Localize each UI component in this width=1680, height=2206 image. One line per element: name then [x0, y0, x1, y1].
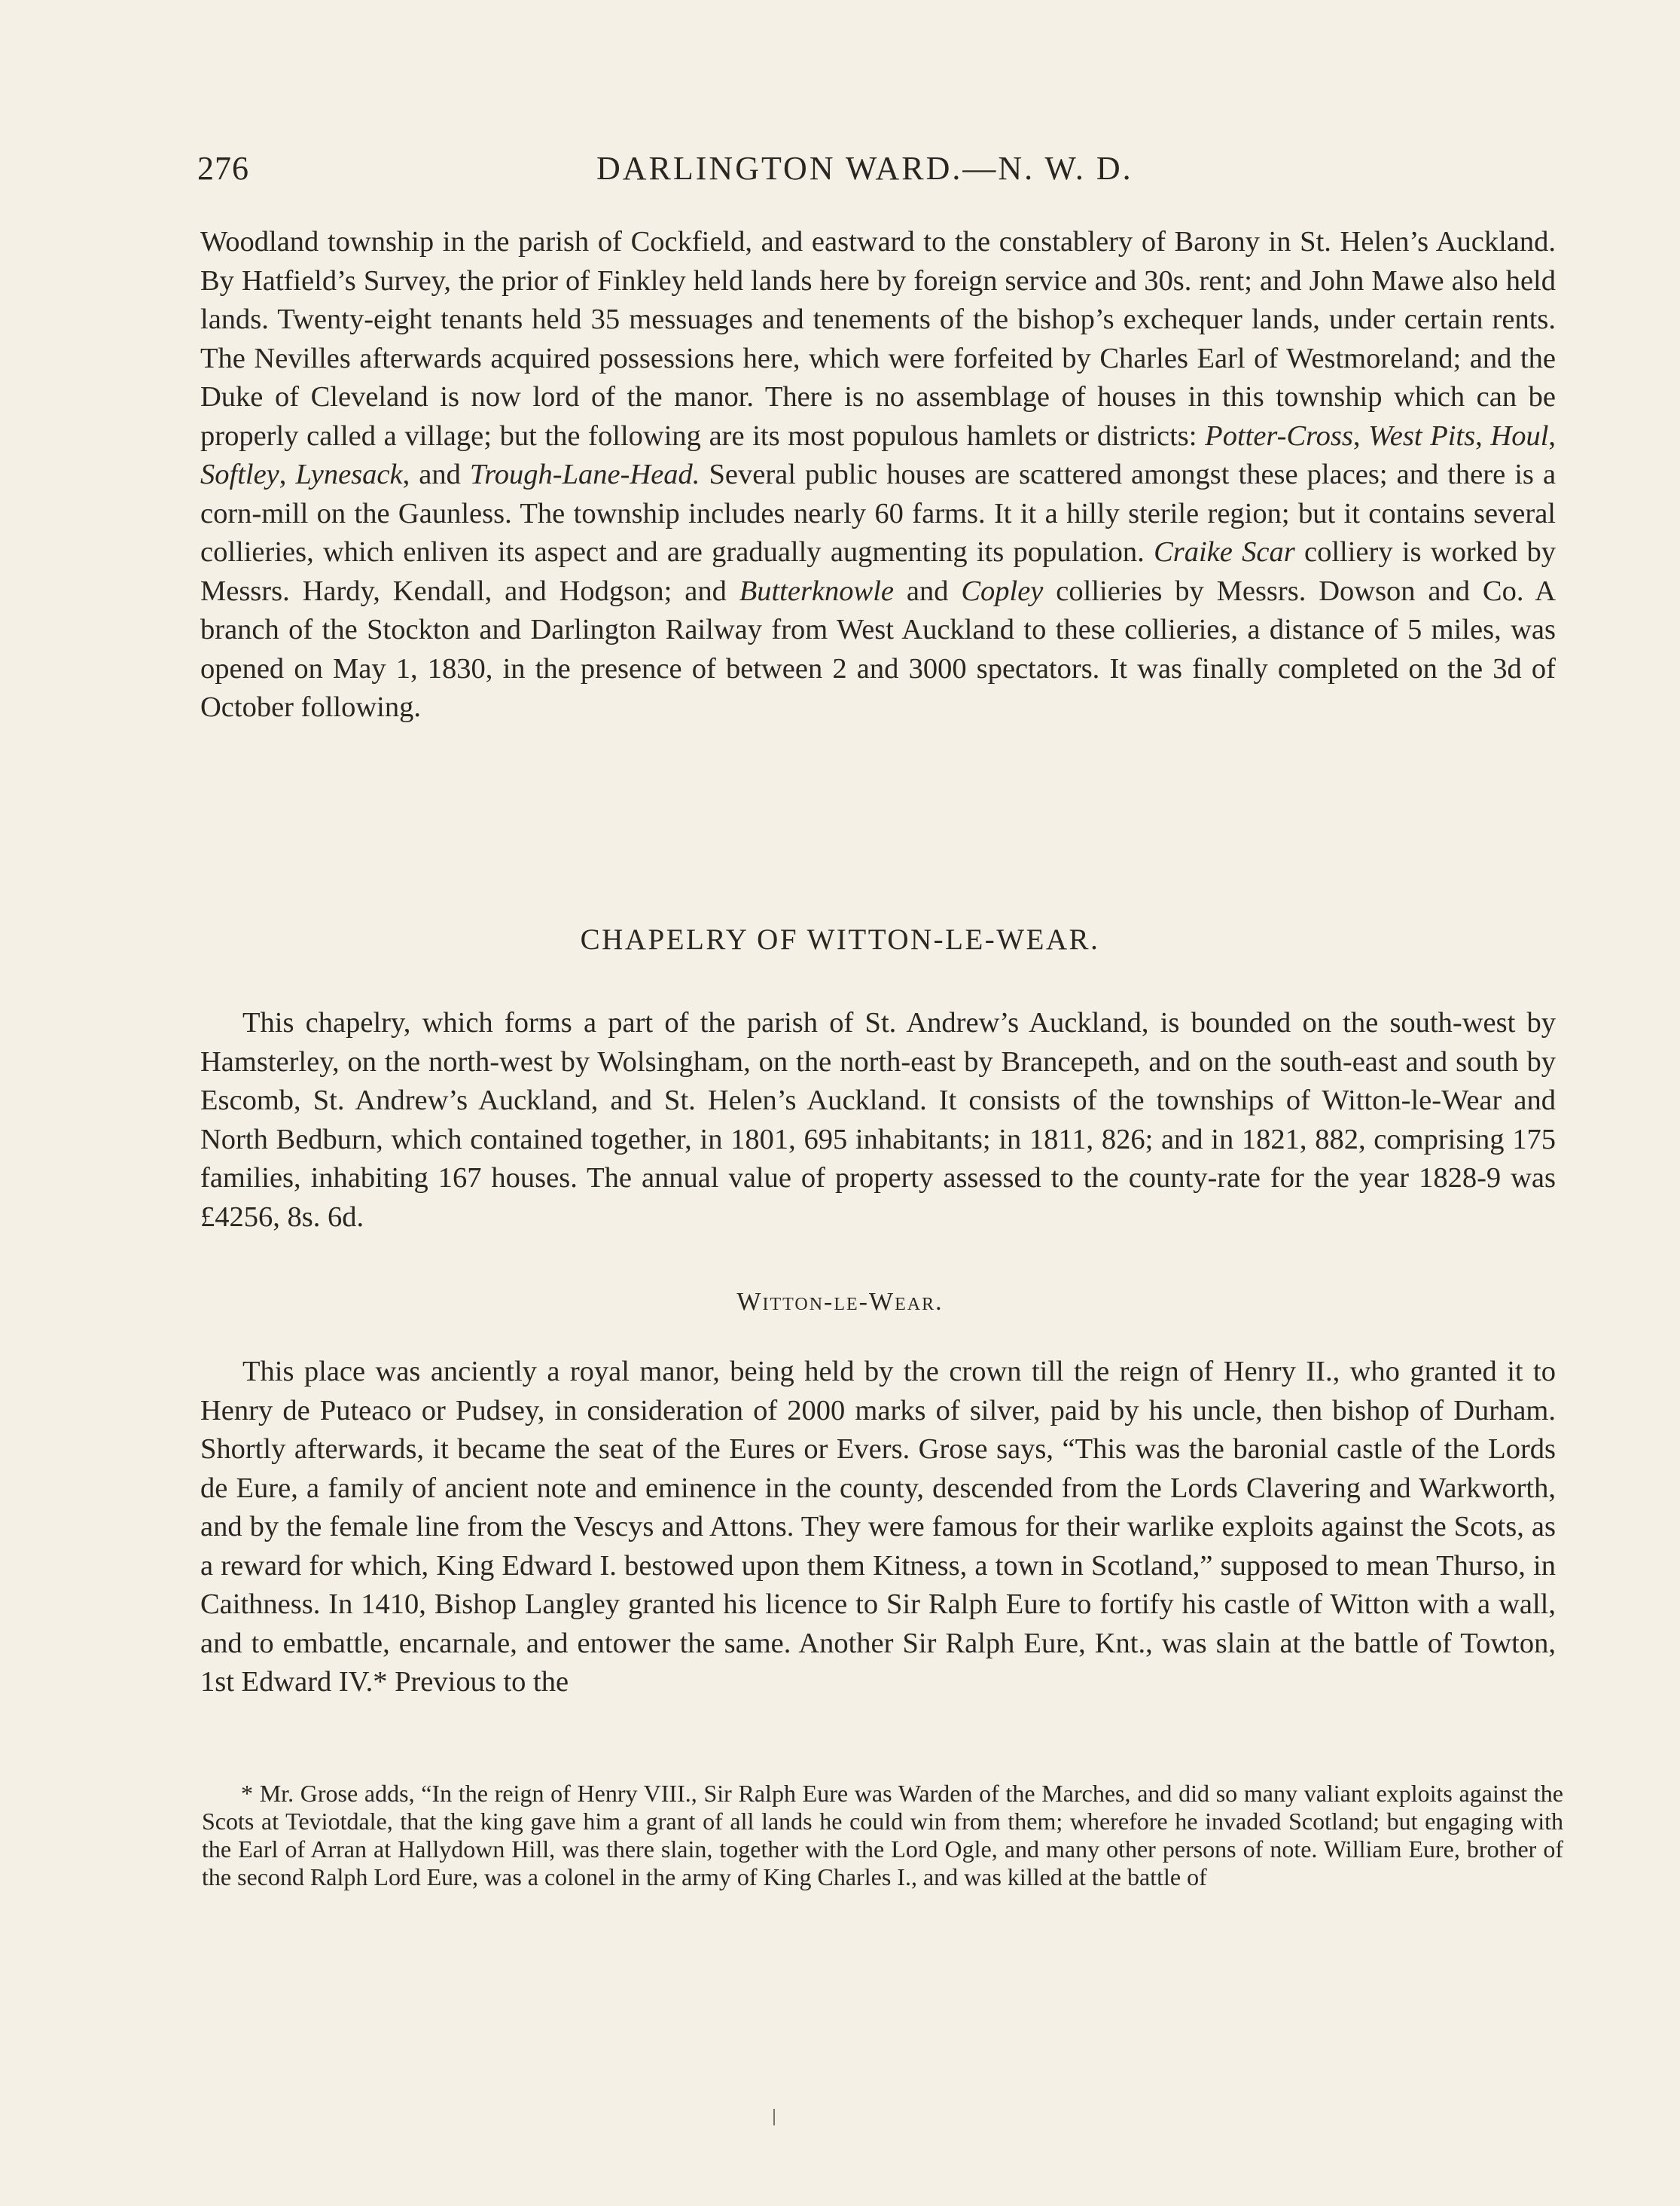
- running-title: DARLINGTON WARD.—N. W. D.: [596, 150, 1133, 187]
- page-number: 276: [197, 150, 249, 187]
- witton-paragraph: [200, 1353, 1556, 1702]
- intro-paragraph: Woodland township in the parish of Cockfield, and eastward to the constablery of Barony in St. Helen’s Auckland. By Hatfield’s Survey, the prior of Finkley held lands here by foreign service and 30s. rent; and John Mawe also held lands. Twenty-eight tenants held 35 messuages and tenements of the bishop’s exchequer lands, under certain rents. The Nevilles afterwards acquired possessions here, which were forfeited by Charles Earl of Westmoreland; and the Duke of Cleveland is now lord of the manor. There is no assemblage of houses in this township which can be properly called a village; but the following are its most populous hamlets or districts: Potter-Cross, West Pits, Houl, Softley, Lynesack, and Trough-Lane-Head. Several public houses are scattered amongst these places; and there is a corn-mill on the Gaunless. The township includes nearly 60 farms. It it a hilly sterile region; but it contains several collieries, which enliven its aspect and are gradually augmenting its population. Craike Scar colliery is worked by Messrs. Hardy, Kendall, and Hodgson; and Butterknowle and Copley collieries by Messrs. Dowson and Co. A branch of the Stockton and Darlington Railway from West Auckland to these collieries, a distance of 5 miles, was opened on May 1, 1830, in the presence of between 2 and 3000 spectators. It was finally completed on the 3d of October following.: [200, 226, 1557, 723]
- place-name: Trough-Lane-Head.: [469, 459, 700, 490]
- chapelry-text: This chapelry, which forms a part of the parish of St. Andrew’s Auckland, is bounded on the south-west by Hamsterley, on the north-west by Wolsingham, on the north-east by Brancepeth, and on the south-east and south by Escomb, St. Andrew’s Auckland, and St. Helen’s Auckland. It consists of the townships of Witton-le-Wear and North Bedburn, which contained together, in 1801, 695 inhabitants; in 1811, 826; and in 1821, 882, comprising 175 families, inhabiting 167 houses. The annual value of property assessed to the county-rate for the year 1828-9 was £4256, 8s. 6d.: [200, 1007, 1556, 1233]
- intro-text-1: Woodland township in the parish of Cockfield, and eastward to the constablery of Barony in St. Helen’s Auckland. By Hatfield’s Survey, the prior of Finkley held lands here by foreign service and 30s. rent; and John Mawe also held lands. Twenty-eight tenants held 35 messuages and tenements of the bishop’s exchequer lands, under certain rents. The Nevilles afterwards acquired possessions here, which were forfeited by Charles Earl of Westmoreland; and the Duke of Cleveland is now lord of the manor. There is no assemblage of houses in this township which can be properly called a village; but the following are its most populous hamlets or districts:: [200, 226, 1556, 452]
- witton-heading: Witton-le-Wear.: [736, 1288, 944, 1316]
- colliery-name: Butterknowle: [739, 575, 894, 607]
- place-name: Lynesack: [295, 459, 403, 490]
- footnote: [202, 1780, 1563, 1891]
- page-mark: [773, 2109, 775, 2125]
- witton-text: This place was anciently a royal manor, being held by the crown till the reign of Henry II., who granted it to Henry de Puteaco or Pudsey, in consideration of 2000 marks of silver, paid by his uncle, then bishop of Durham. Shortly afterwards, it became the seat of the Eures or Evers. Grose says, “This was the baronial castle of the Lords de Eure, a family of ancient note and eminence in the county, descended from the Lords Clavering and Warkworth, and by the female line from the Vescys and Attons. They were famous for their warlike exploits against the Scots, as a reward for which, King Edward I. bestowed upon them Kitness, a town in Scotland,” supposed to mean Thurso, in Caithness. In 1410, Bishop Langley granted his licence to Sir Ralph Eure to fortify his castle of Witton with a wall, and to embattle, encarnale, and entower the same. Another Sir Ralph Eure, Knt., was slain at the battle of Towton, 1st Edward IV.* Previous to the: [200, 1356, 1556, 1698]
- colliery-name: Craike Scar: [1154, 536, 1295, 568]
- chapelry-heading: CHAPELRY OF WITTON-LE-WEAR.: [580, 923, 1100, 956]
- chapelry-paragraph: [200, 1004, 1556, 1237]
- intro-text-4: collieries by Messrs. Dowson and Co. A branch of the Stockton and Darlington Railway from West Auckland to these collieries, a distance of 5 miles, was opened on May 1, 1830, in the presence of between 2 and 3000 spectators. It was finally completed on the 3d of October following.: [200, 575, 1556, 723]
- place-name: Potter-Cross: [1205, 420, 1353, 452]
- intro-text-3: colliery is worked by Messrs. Hardy, Kendall, and Hodgson; and: [200, 536, 1557, 607]
- place-name: Houl: [1490, 420, 1549, 452]
- intro-text-2: Several public houses are scattered amongst these places; and there is a corn-mill on the Gaunless. The township includes nearly 60 farms. It it a hilly sterile region; but it contains several collieries, which enliven its aspect and are gradually augmenting its population.: [200, 459, 1557, 568]
- conjunction: and: [419, 459, 461, 490]
- place-name: West Pits: [1368, 420, 1476, 452]
- page-header: [197, 149, 1553, 202]
- colliery-name: Copley: [961, 575, 1044, 607]
- conjunction: and: [906, 575, 949, 607]
- place-name: Softley: [200, 459, 279, 490]
- footnote-text: * Mr. Grose adds, “In the reign of Henry VIII., Sir Ralph Eure was Warden of the Marches, and did so many valiant exploits against the Scots at Teviotdale, that the king gave him a grant of all lands he could win from them; wherefore he invaded Scotland; but engaging with the Earl of Arran at Hallydown Hill, was there slain, together with the Lord Ogle, and many other persons of note. William Eure, brother of the second Ralph Lord Eure, was a colonel in the army of King Charles I., and was killed at the battle of: [202, 1780, 1563, 1890]
